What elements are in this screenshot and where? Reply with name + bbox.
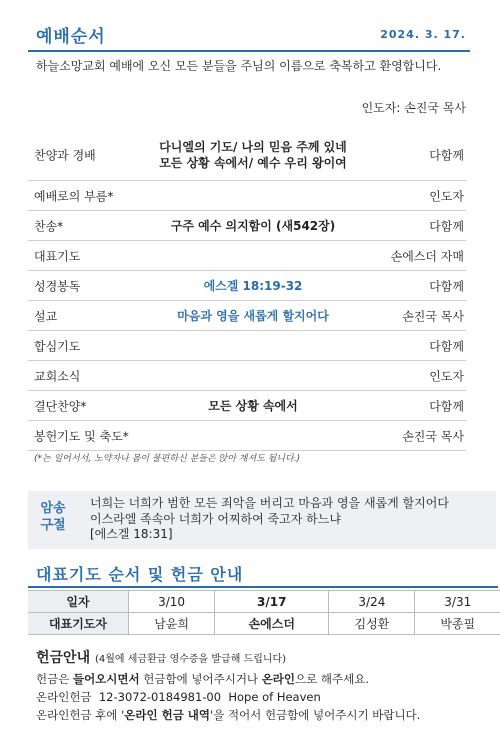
table-row (28, 591, 500, 613)
order-row (28, 181, 466, 211)
order-who: 다함께 (429, 219, 464, 233)
order-row (28, 211, 466, 241)
standing-note: (*는 일어서서, 노약자나 몸이 불편하신 분들은 앉아 계셔도 됩니다.) (34, 454, 301, 464)
order-row (28, 331, 466, 361)
order-row (28, 130, 466, 181)
offering-text: 온라인헌금 후에 ' (36, 708, 125, 722)
order-who: 손진국 목사 (402, 309, 464, 323)
memory-verse-label (38, 500, 68, 534)
order-of-service (28, 130, 466, 451)
table-cell: 3/24 (329, 591, 415, 613)
order-who: 손에스더 자매 (390, 249, 464, 263)
page-title: 예배순서 (36, 27, 106, 47)
offering-account: 온라인헌금 12-3072-0184981-00 Hope of Heaven (36, 690, 321, 704)
order-item: 예배로의 부름* (34, 189, 114, 203)
welcome-text: 하늘소망교회 예배에 오신 모든 분들을 주님의 이름으로 축복하고 환영합니다. (36, 59, 442, 73)
scripture-reading: 에스겔 18:19-32 (203, 278, 303, 293)
service-date: 2024. 3. 17. (380, 28, 466, 41)
table-cell: 손에스더 (215, 613, 329, 635)
order-item: 찬양과 경배 (34, 148, 96, 163)
table-cell: 박종필 (415, 613, 500, 635)
offering-title-note: (4월에 세금환급 영수증을 발급해 드립니다) (94, 654, 287, 665)
offering-text-bold: 들어오시면서 (72, 672, 140, 686)
offering-text: 헌금은 (36, 672, 73, 686)
order-content (133, 139, 373, 171)
memory-label-line: 구절 (40, 518, 66, 533)
prayer-leader-header: 대표기도자 (28, 613, 129, 635)
order-row (28, 271, 466, 301)
order-row (28, 241, 466, 271)
offering-text-bold: 온라인 헌금 내역 (124, 708, 211, 722)
order-row (28, 391, 466, 421)
table-cell: 김성환 (329, 613, 415, 635)
prayer-schedule-table (28, 590, 500, 635)
order-who: 인도자 (429, 369, 464, 383)
offering-heading (36, 647, 286, 667)
table-cell: 3/31 (415, 591, 500, 613)
offering-text: '을 적어서 헌금함에 넣어주시기 바랍니다. (210, 708, 421, 722)
memory-verse-line: 너희는 너희가 범한 모든 죄악을 버리고 마음과 영을 새롭게 할지어다 (90, 496, 449, 510)
order-content-line: 모든 상황 속에서/ 예수 우리 왕이여 (159, 156, 347, 170)
title-divider (28, 50, 470, 52)
memory-label-line: 암송 (40, 501, 66, 516)
order-item: 교회소식 (34, 369, 81, 383)
leader-text: 인도자: 손진국 목사 (361, 101, 466, 115)
order-row (28, 301, 466, 331)
order-row (28, 421, 466, 451)
order-content-line: 다니엘의 기도/ 나의 믿음 주께 있네 (159, 140, 347, 154)
offering-text: 헌금함에 넣어주시거나 (139, 672, 262, 686)
order-who: 다함께 (429, 148, 464, 163)
offering-line (36, 671, 369, 687)
date-header: 일자 (28, 591, 129, 613)
order-who: 다함께 (429, 279, 464, 293)
order-row (28, 361, 466, 391)
table-cell: 3/10 (129, 591, 215, 613)
offering-text: 으로 해주세요. (295, 672, 369, 686)
order-who: 다함께 (429, 339, 464, 353)
order-who: 인도자 (429, 189, 464, 203)
table-row (28, 613, 500, 635)
table-cell: 남윤희 (129, 613, 215, 635)
order-who: 손진국 목사 (402, 429, 464, 443)
order-who: 다함께 (429, 399, 464, 413)
order-item: 성경봉독 (34, 279, 81, 293)
memory-verse-reference: [에스겔 18:31] (90, 527, 173, 541)
section-title: 대표기도 순서 및 헌금 안내 (36, 565, 244, 584)
order-content: 모든 상황 속에서 (208, 398, 298, 413)
memory-verse-line: 이스라엘 족속아 너희가 어찌하여 죽고자 하느냐 (90, 511, 341, 526)
sermon-title: 마음과 영을 새롭게 할지어다 (177, 308, 329, 323)
offering-text-bold: 온라인 (261, 672, 296, 686)
order-item: 합심기도 (34, 339, 81, 353)
memory-verse-text (90, 496, 490, 543)
table-cell: 3/17 (215, 591, 329, 613)
section-divider (28, 586, 498, 588)
offering-title: 헌금안내 (36, 650, 91, 666)
order-item: 결단찬양* (34, 399, 87, 413)
order-item: 설교 (34, 309, 58, 323)
offering-line (36, 707, 420, 723)
order-item: 찬송* (34, 219, 64, 233)
order-item: 봉헌기도 및 축도* (34, 429, 129, 443)
order-content: 구주 예수 의지함이 (새542장) (170, 218, 336, 233)
order-item: 대표기도 (34, 249, 81, 263)
